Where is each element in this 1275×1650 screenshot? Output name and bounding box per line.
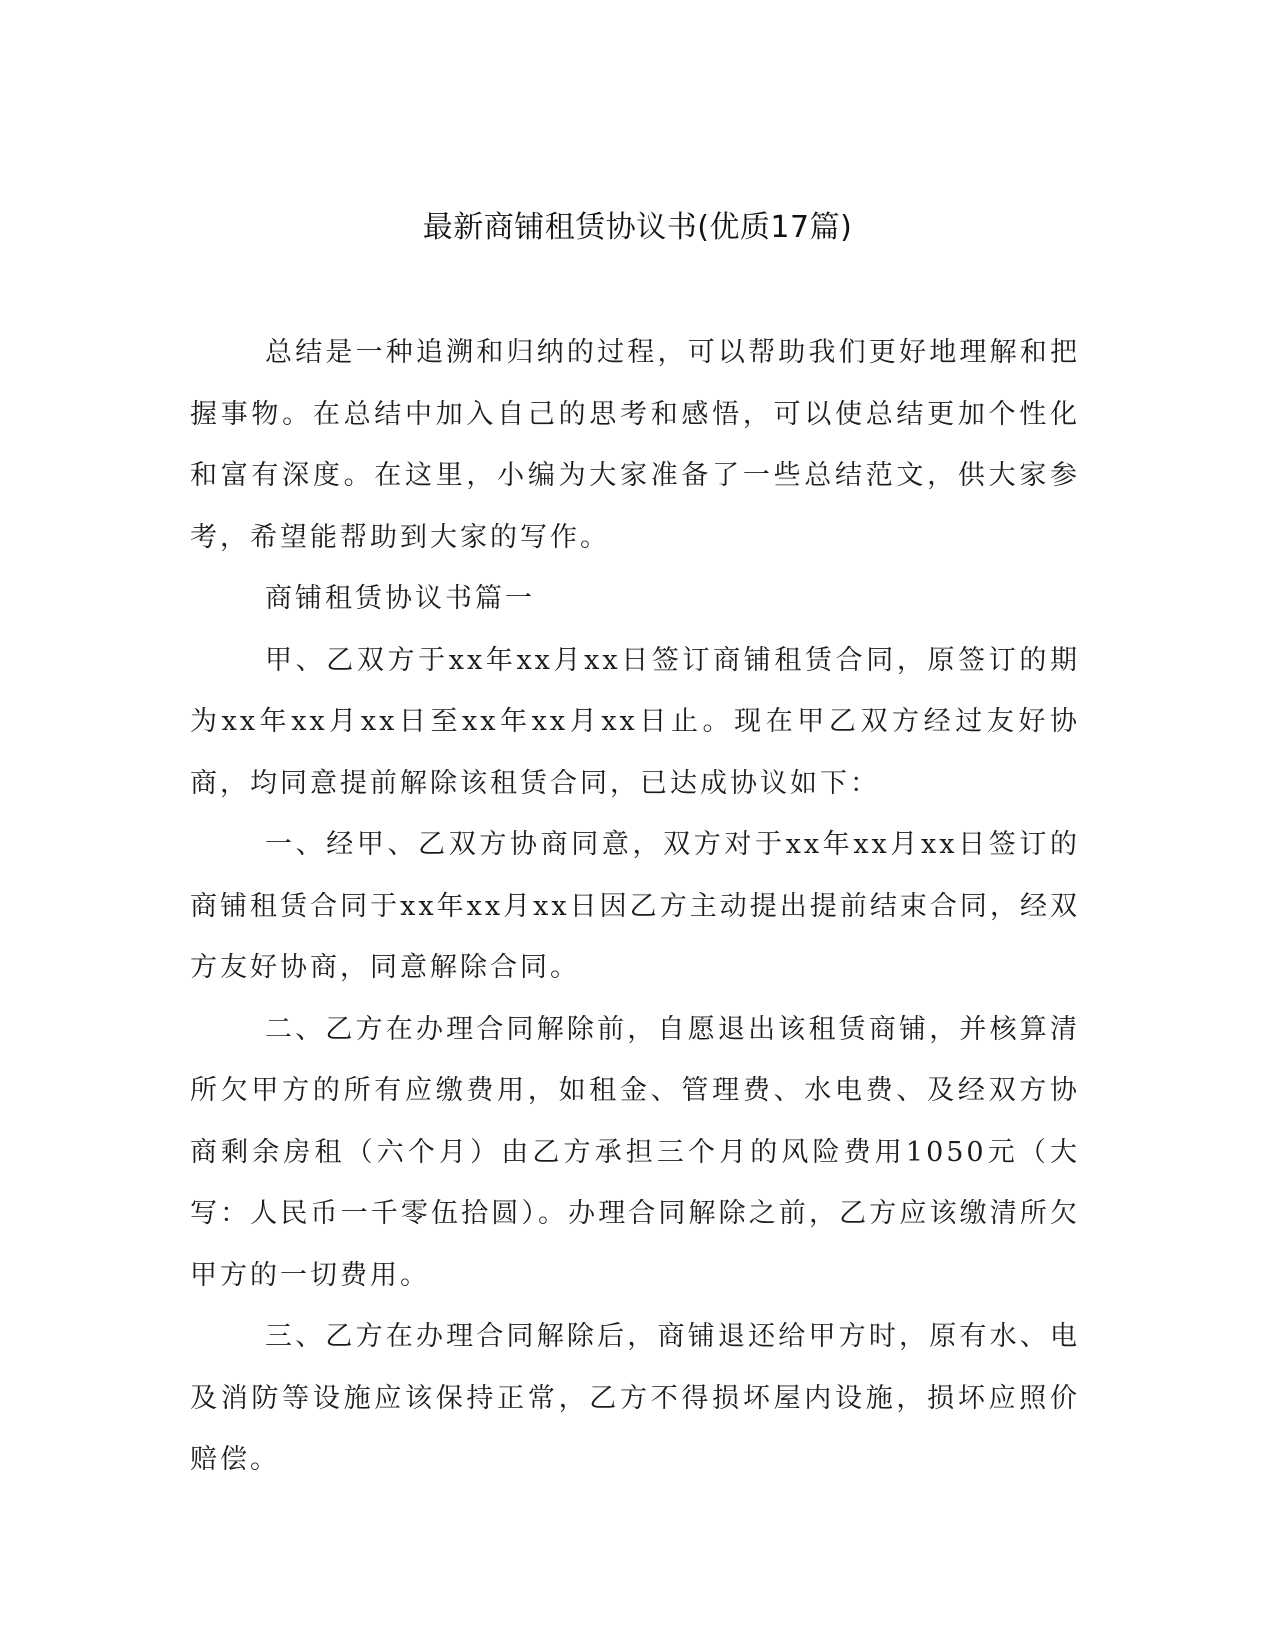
document-body [190,322,1080,1491]
body-paragraph: 甲、乙双方于xx年xx月xx日签订商铺租赁合同，原签订的期为xx年xx月xx日至xx年xx月xx日止。现在甲乙双方经过友好协商，均同意提前解除该租赁合同，已达成协议如下： [190,644,1080,799]
section-heading: 商铺租赁协议书篇一 [265,583,535,614]
clause-one-paragraph: 一、经甲、乙双方协商同意，双方对于xx年xx月xx日签订的商铺租赁合同于xx年xx月xx日因乙方主动提出提前结束合同，经双方友好协商，同意解除合同。 [190,829,1080,983]
clause-two-paragraph: 二、乙方在办理合同解除前，自愿退出该租赁商铺，并核算清所欠甲方的所有应缴费用，如租金、管理费、水电费、及经双方协商剩余房租（六个月）由乙方承担三个月的风险费用1050元（大写：人民币一千零伍拾圆）。办理合同解除之前，乙方应该缴清所欠甲方的一切费用。 [190,1013,1080,1291]
document-title: 最新商铺租赁协议书(优质17篇) [422,210,853,245]
intro-paragraph: 总结是一种追溯和归纳的过程，可以帮助我们更好地理解和把握事物。在总结中加入自己的思考和感悟，可以使总结更加个性化和富有深度。在这里，小编为大家准备了一些总结范文，供大家参考，希望能帮助到大家的写作。 [190,337,1080,553]
clause-three-paragraph: 三、乙方在办理合同解除后，商铺退还给甲方时，原有水、电及消防等设施应该保持正常，乙方不得损坏屋内设施，损坏应照价赔偿。 [190,1321,1080,1475]
